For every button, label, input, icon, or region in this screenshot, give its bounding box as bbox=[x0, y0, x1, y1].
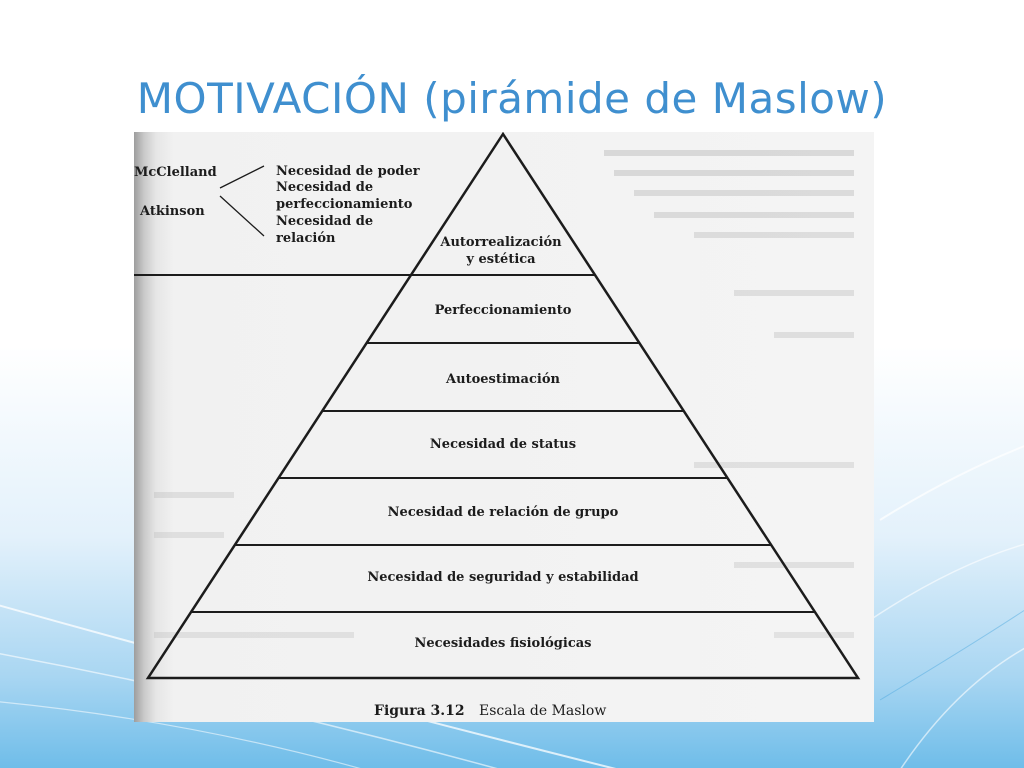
scanned-figure bbox=[134, 132, 874, 722]
author-mcclelland: McClelland bbox=[134, 165, 217, 180]
pyramid-level-1-label: Autorrealización bbox=[440, 235, 562, 250]
author-atkinson: Atkinson bbox=[140, 204, 205, 219]
pyramid-level-4-label: Necesidad de status bbox=[429, 437, 577, 452]
caption-label: Figura 3.12 bbox=[374, 703, 465, 719]
need-relation-2: relación bbox=[276, 231, 336, 246]
bleed-through-texture bbox=[154, 150, 854, 638]
need-power: Necesidad de poder bbox=[276, 164, 420, 179]
pyramid-level-6-label: Necesidad de seguridad y estabilidad bbox=[367, 570, 639, 585]
side-annotation bbox=[134, 164, 420, 246]
pyramid-level-5-label: Necesidad de relación de grupo bbox=[387, 505, 619, 520]
caption-text: Escala de Maslow bbox=[479, 703, 607, 719]
slide-title: MOTIVACIÓN (pirámide de Maslow) bbox=[136, 74, 888, 123]
maslow-pyramid-diagram bbox=[134, 132, 874, 722]
need-perfection-1: Necesidad de bbox=[276, 180, 374, 195]
annotation-bracket-icon bbox=[220, 166, 264, 236]
pyramid-level-2-label: Perfeccionamiento bbox=[434, 303, 572, 318]
need-relation-1: Necesidad de bbox=[276, 214, 374, 229]
pyramid-level-7-label: Necesidades fisiológicas bbox=[414, 636, 592, 651]
need-perfection-2: perfeccionamiento bbox=[276, 197, 413, 212]
figure-caption bbox=[374, 703, 606, 719]
pyramid-level-3-label: Autoestimación bbox=[446, 372, 560, 387]
pyramid-level-labels bbox=[367, 235, 638, 651]
pyramid-level-1-label: y estética bbox=[466, 252, 536, 267]
